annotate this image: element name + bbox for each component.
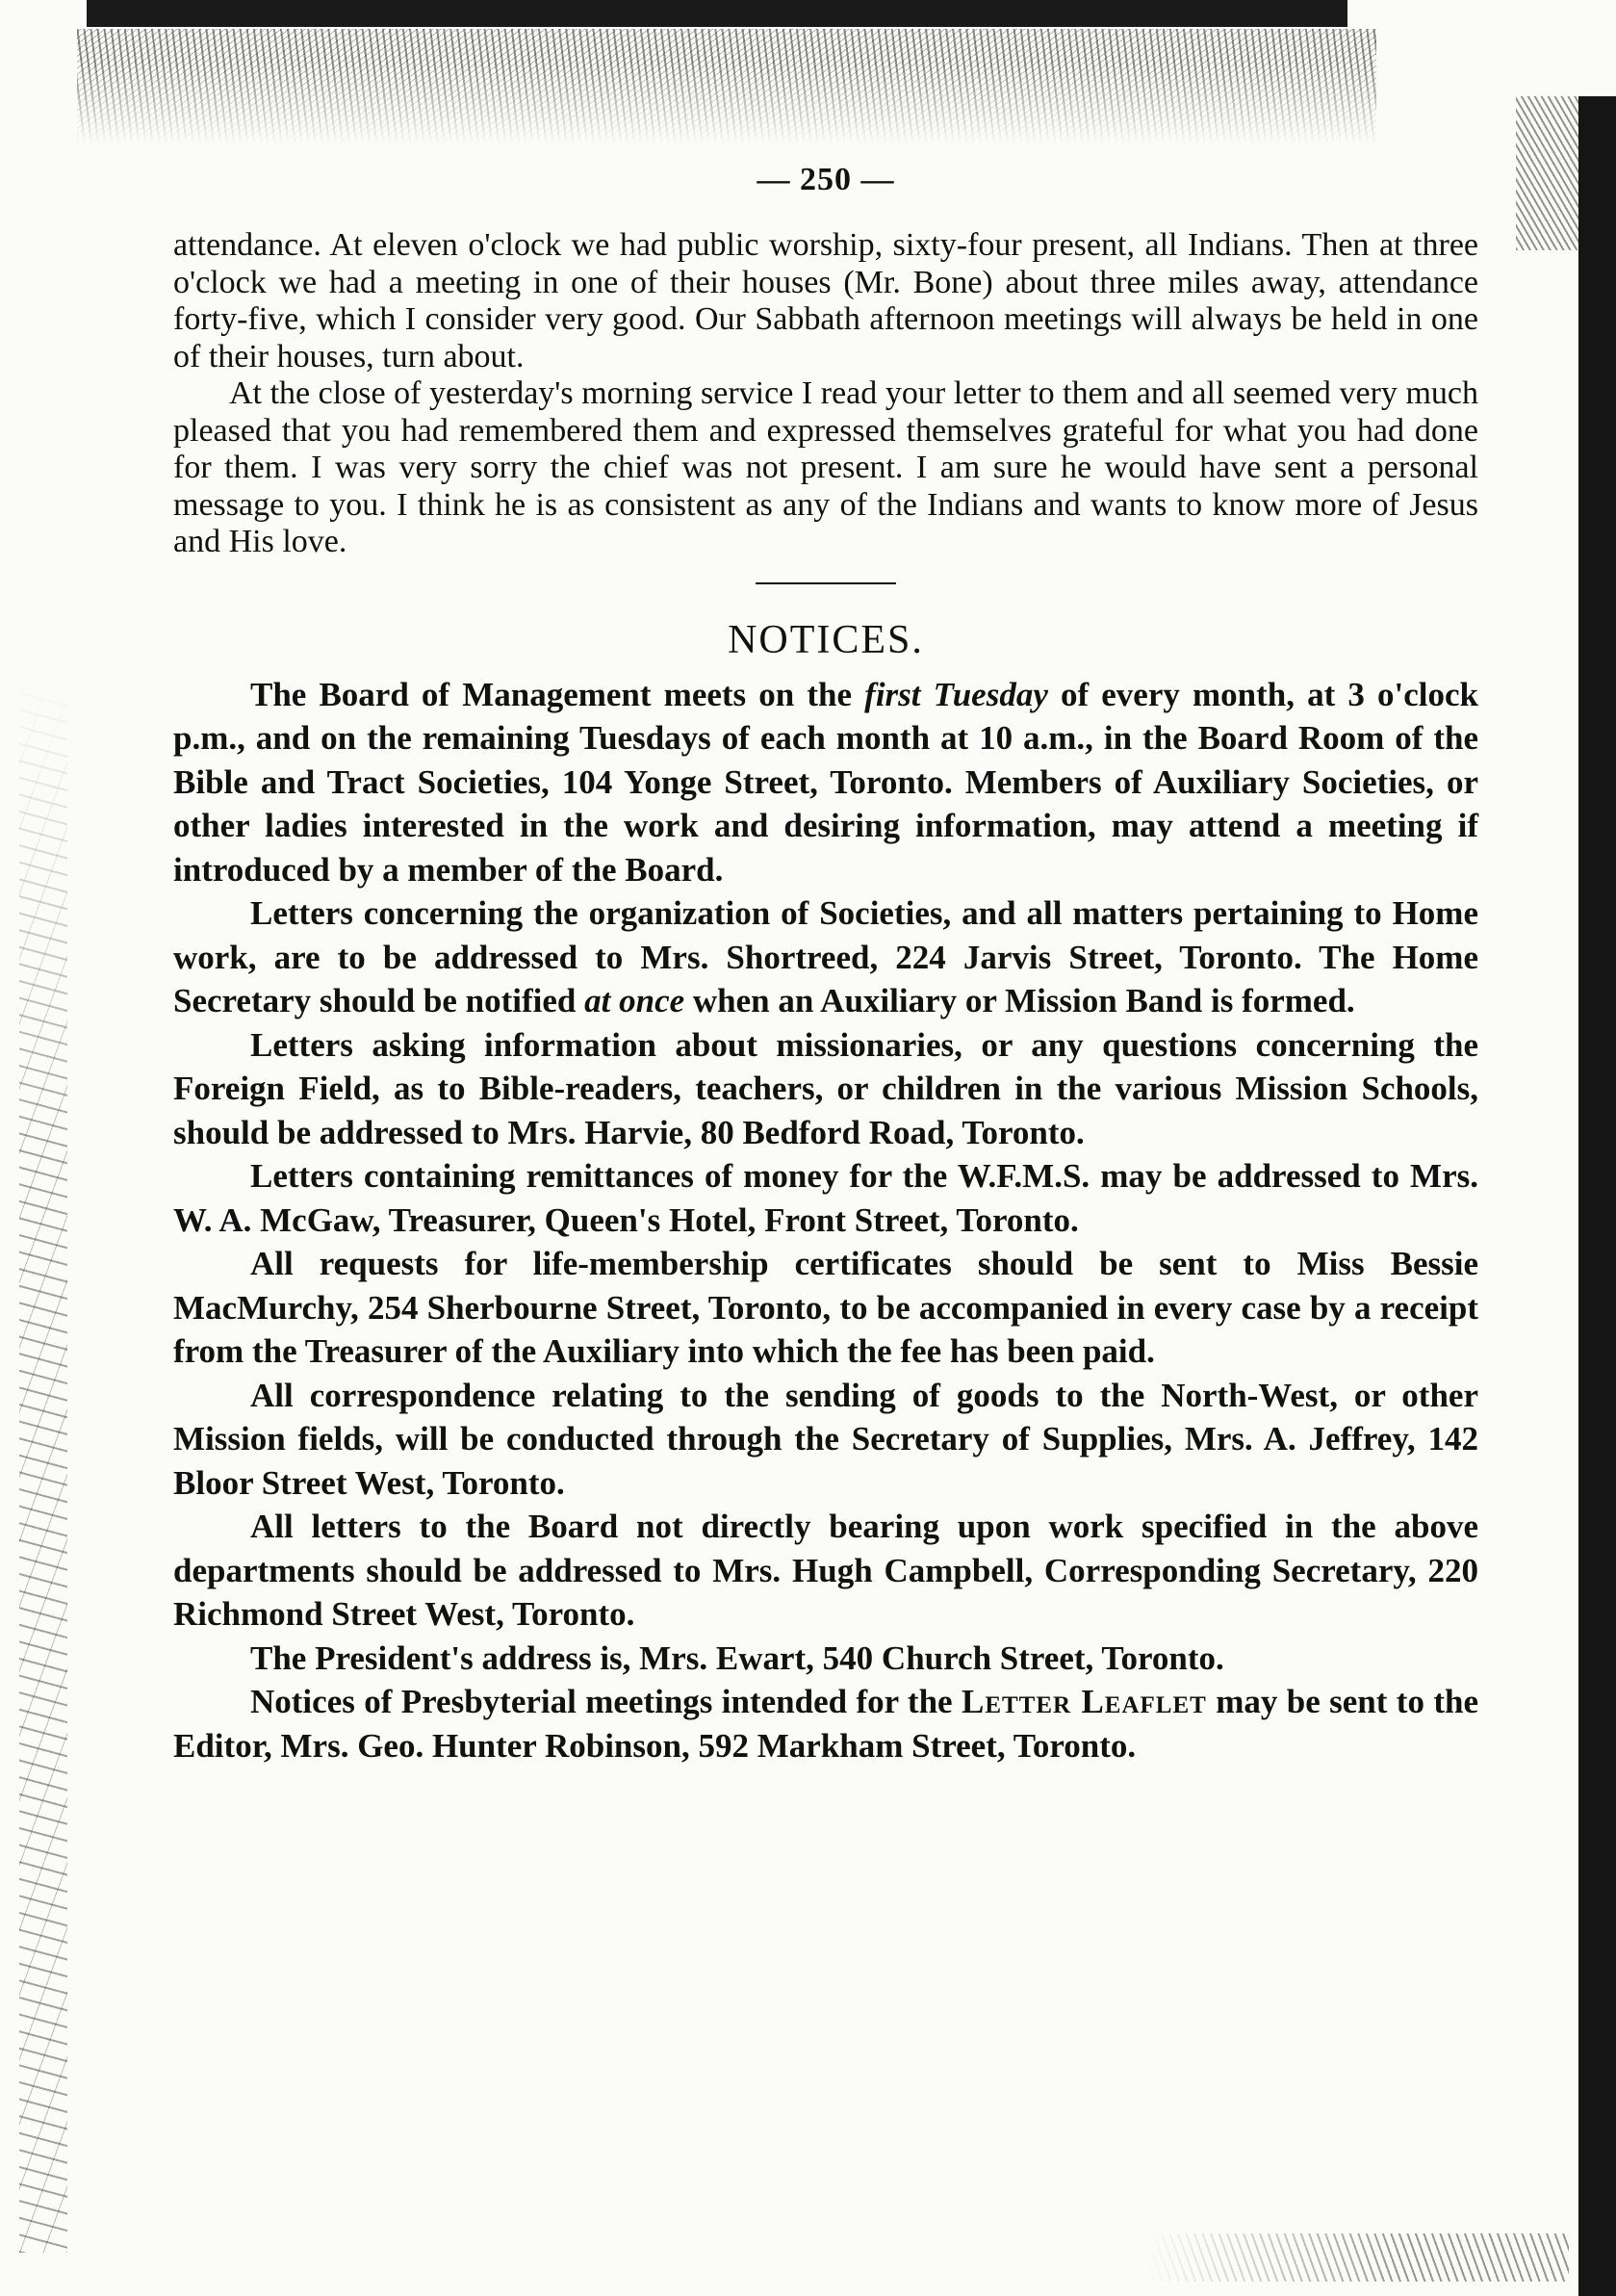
- notice-text: Letters concerning the organization of Societies, and all matters pertaining to Home work, are to be addressed to Mrs. Shortreed, 224 Jarvis Street, Toronto. The Home Secretary should be notified: [173, 894, 1478, 1019]
- scan-noise-top: [77, 29, 1376, 144]
- notice-home-work: [173, 891, 1478, 1023]
- notice-emphasis: first Tuesday: [864, 675, 1048, 713]
- notice-text: Notices of Presbyterial meetings intended for the: [250, 1683, 962, 1720]
- notice-text: of every month, at 3 o'clock p.m., and on the remaining Tuesdays of each month at 10 a.m., in the Board Room of the Bible and Tract Societies, 104 Yonge Street, Toronto. Members of Auxiliary Societies, or other ladies interested in the work and desiring information, may attend a meeting if introduced by a member of the Board.: [173, 675, 1478, 889]
- scan-noise-right: [1516, 96, 1578, 250]
- notices-section: [173, 673, 1478, 1768]
- notice-board-meetings: [173, 673, 1478, 892]
- letter-paragraph: attendance. At eleven o'clock we had public worship, sixty-four present, all Indians. Then at three o'clock we had a meeting in one of their houses (Mr. Bone) about three miles away, attendance forty-five, which I consider very good. Our Sabbath afternoon meetings will always be held in one of their houses, turn about.: [173, 227, 1478, 374]
- scan-noise-bottom: [1145, 2233, 1569, 2282]
- notice-foreign-field: Letters asking information about missionaries, or any questions concerning the Foreign Field, as to Bible-readers, teachers, or children in the various Mission Schools, should be addressed to Mrs. Harvie, 80 Bedford Road, Toronto.: [173, 1025, 1478, 1151]
- scan-specks-left: [19, 674, 67, 2253]
- notice-text: when an Auxiliary or Mission Band is formed.: [684, 982, 1355, 1019]
- notice-text: The Board of Management meets on the: [250, 675, 865, 713]
- scan-edge-top: [87, 0, 1347, 27]
- notice-presbyterial: [173, 1680, 1478, 1767]
- page-number: — 250 —: [757, 162, 895, 197]
- notice-corresponding-secretary: All letters to the Board not directly bearing upon work specified in the above departments should be addressed to Mrs. Hugh Campbell, Corresponding Secretary, 220 Richmond Street West, Toronto.: [173, 1508, 1478, 1633]
- scan-edge-right: [1578, 96, 1616, 2296]
- notice-life-membership: All requests for life-membership certificates should be sent to Miss Bessie MacMurchy, 254 Sherbourne Street, Toronto, to be accompanied in every case by a receipt from the Treasurer of the Auxiliary into which the fee has been paid.: [173, 1245, 1478, 1370]
- notice-remittances: Letters containing remittances of money for the W.F.M.S. may be addressed to Mrs. W. A. McGaw, Treasurer, Queen's Hotel, Front Street, Toronto.: [173, 1157, 1478, 1239]
- document-page: [173, 162, 1478, 1767]
- notice-supplies: All correspondence relating to the sending of goods to the North-West, or other Mission fields, will be conducted through the Secretary of Supplies, Mrs. A. Jeffrey, 142 Bloor Street West, Toronto.: [173, 1376, 1478, 1502]
- publication-name: Letter Leaflet: [961, 1683, 1207, 1720]
- notices-heading: NOTICES.: [728, 617, 924, 662]
- notice-text: may be sent to the Editor, Mrs. Geo. Hunter Robinson, 592 Markham Street, Toronto.: [173, 1683, 1479, 1765]
- section-divider: [756, 582, 896, 584]
- notice-emphasis: at once: [584, 982, 685, 1019]
- letter-excerpt: [173, 227, 1478, 561]
- notice-president: The President's address is, Mrs. Ewart, 540 Church Street, Toronto.: [250, 1638, 1224, 1677]
- letter-paragraph: At the close of yesterday's morning service I read your letter to them and all seemed very much pleased that you had remembered them and expressed themselves grateful for what you had done for them. I was very sorry the chief was not present. I am sure he would have sent a personal message to you. I think he is as consistent as any of the Indians and wants to know more of Jesus and His love.: [173, 375, 1478, 559]
